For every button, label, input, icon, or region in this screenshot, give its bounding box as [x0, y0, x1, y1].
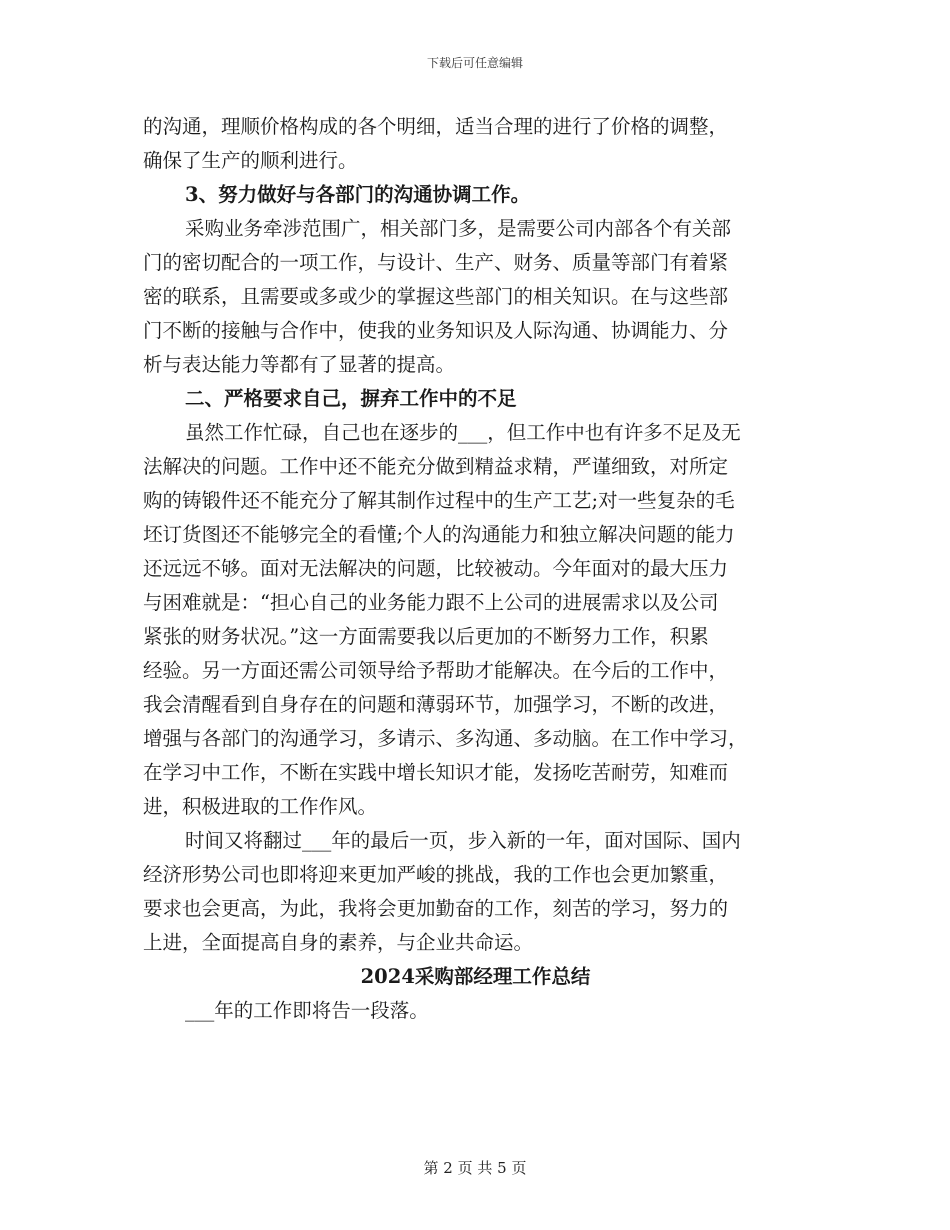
body-line: 确保了生产的顺利进行。	[143, 149, 358, 172]
body-line: 密的联系，且需要或多或少的掌握这些部门的相关知识。在与这些部	[143, 285, 729, 308]
body-line: 增强与各部门的沟通学习，多请示、多沟通、多动脑。在工作中学习，	[143, 727, 748, 750]
body-line: ___年的工作即将告一段落。	[185, 999, 429, 1022]
body-line: 析与表达能力等都有了显著的提高。	[143, 353, 456, 376]
body-line: 门的密切配合的一项工作，与设计、生产、财务、质量等部门有着紧	[143, 251, 729, 274]
document-title: 2024采购部经理工作总结	[360, 965, 591, 988]
body-line: 门不断的接触与合作中，使我的业务知识及人际沟通、协调能力、分	[143, 319, 729, 342]
body-line: 采购业务牵涉范围广，相关部门多，是需要公司内部各个有关部	[185, 217, 732, 240]
body-line: 我会清醒看到自身存在的问题和薄弱环节，加强学习，不断的改进，	[143, 693, 729, 716]
section-heading: 二、严格要求自己，摒弃工作中的不足	[185, 387, 517, 410]
document-body	[143, 110, 808, 1028]
body-line: 与困难就是：“担心自己的业务能力跟不上公司的进展需求以及公司	[143, 591, 719, 614]
body-line: 要求也会更高，为此，我将会更加勤奋的工作，刻苦的学习，努力的	[143, 897, 729, 920]
page-footer: 第 2 页 共 5 页	[423, 1159, 527, 1177]
body-line: 坯订货图还不能够完全的看懂;个人的沟通能力和独立解决问题的能力	[143, 523, 735, 546]
body-line: 进，积极进取的工作作风。	[143, 795, 378, 818]
body-line: 经验。另一方面还需公司领导给予帮助才能解决。在今后的工作中，	[143, 659, 729, 682]
body-line: 经济形势公司也即将迎来更加严峻的挑战，我的工作也会更加繁重，	[143, 863, 729, 886]
body-line: 虽然工作忙碌，自己也在逐步的___，但工作中也有许多不足及无	[185, 421, 741, 444]
body-line: 购的铸锻件还不能充分了解其制作过程中的生产工艺;对一些复杂的毛	[143, 489, 735, 512]
body-line: 还远远不够。面对无法解决的问题，比较被动。今年面对的最大压力	[143, 557, 729, 580]
body-line: 上进，全面提高自身的素养，与企业共命运。	[143, 931, 534, 954]
body-line: 时间又将翻过___年的最后一页，步入新的一年，面对国际、国内	[185, 829, 741, 852]
body-line: 紧张的财务状况。”这一方面需要我以后更加的不断努力工作，积累	[143, 625, 709, 648]
body-line: 在学习中工作，不断在实践中增长知识才能，发扬吃苦耐劳，知难而	[143, 761, 729, 784]
section-heading: 3、努力做好与各部门的沟通协调工作。	[185, 183, 531, 206]
body-line: 的沟通，理顺价格构成的各个明细，适当合理的进行了价格的调整，	[143, 115, 729, 138]
body-line: 法解决的问题。工作中还不能充分做到精益求精，严谨细致，对所定	[143, 455, 729, 478]
page-header: 下载后可任意编辑	[426, 56, 523, 70]
